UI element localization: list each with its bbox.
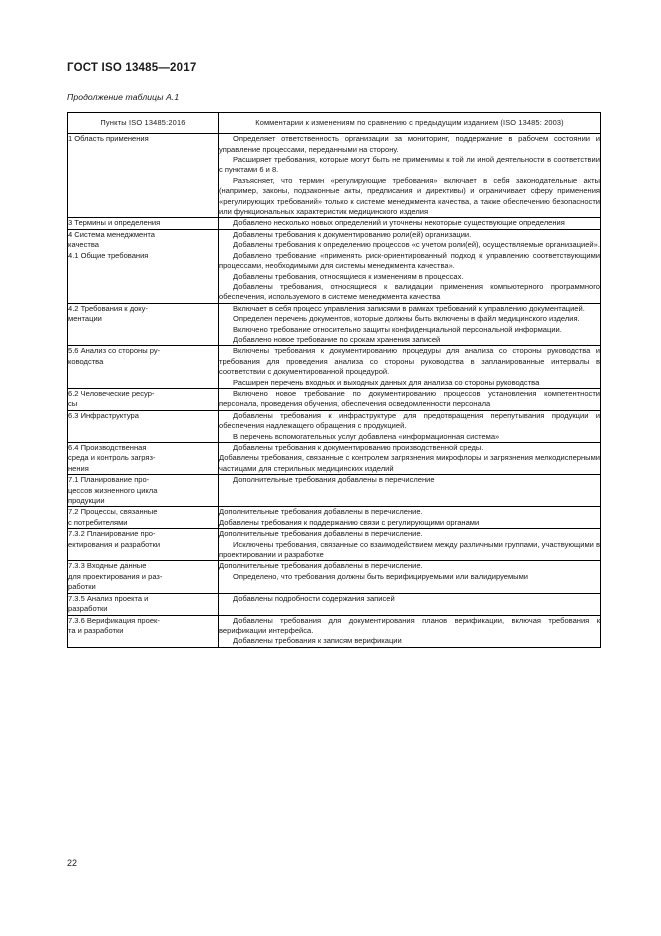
column-header-comments: Комментарии к изменениям по сравнению с предыдущим изданием (ISO 13485: 2003) — [219, 113, 601, 134]
clause-cell — [68, 346, 219, 389]
clause-line: цессов жизненного цикла — [68, 485, 158, 495]
comment-paragraph: Дополнительные требования добавлены в перечисление. — [219, 529, 423, 539]
page-number: 22 — [67, 858, 78, 868]
comment-cell — [219, 443, 601, 475]
comment-paragraph: В перечень вспомогательных услуг добавлена «информационная система» — [233, 431, 500, 441]
table-row — [68, 475, 601, 507]
clause-line: ектирования и разработки — [68, 539, 161, 549]
comment-paragraph: Добавлены требования к поддержанию связи с регулирующими органами — [219, 517, 480, 527]
table-row — [68, 507, 601, 529]
clause-line: нения — [68, 463, 89, 473]
clause-line: продукции — [68, 496, 105, 506]
comment-paragraph: Добавлено новое требование по срокам хранения записей — [233, 334, 441, 344]
comment-cell — [219, 475, 601, 507]
table-row — [68, 388, 601, 410]
clause-cell — [68, 593, 219, 615]
clause-line: 6.4 Производственная — [68, 443, 147, 452]
clause-line: 1 Область применения — [68, 134, 149, 144]
clause-line: работки — [68, 582, 96, 592]
comment-paragraph: Определяет ответственность организации за мониторинг, поддержание в рабочем состоянии и управление процессами, переданными на сторону. — [219, 134, 600, 154]
comment-cell — [219, 134, 601, 218]
comment-cell — [219, 346, 601, 389]
comment-paragraph: Добавлены требования, связанные с контролем загрязнения микрофлоры и загрязнения мелкодисперными частицами для стерильных медицинских изделий — [219, 453, 600, 473]
clause-line: 7.3.3 Входные данные — [68, 561, 147, 571]
clause-line: сы — [68, 399, 78, 409]
comment-paragraph: Включены требования к документированию процедуры для анализа со стороны руководства и требования для проведения анализа со стороны руководства в запланированные интервалы в соответствии с документированной процедурой. — [219, 346, 600, 377]
comment-paragraph: Добавлены требования к документированию производственной среды. — [233, 443, 484, 452]
comment-cell — [219, 410, 601, 442]
clause-line: 4.1 Общие требования — [68, 250, 149, 260]
clause-cell — [68, 615, 219, 647]
table-row — [68, 561, 601, 593]
clause-line: 4 Система менеджмента — [68, 229, 155, 239]
comment-paragraph: Добавлены требования к записям верификации — [233, 636, 402, 646]
comment-paragraph: Добавлены требования, относящиеся к валидации применения компьютерного программного обеспечения, используемого в системе менеджмента качества — [219, 281, 600, 302]
table-caption: Продолжение таблицы А.1 — [67, 92, 180, 102]
table-row — [68, 593, 601, 615]
clause-line: 5.6 Анализ со стороны ру- — [68, 346, 161, 356]
comment-cell — [219, 615, 601, 647]
comment-paragraph: Исключены требования, связанные со взаимодействием между различными группами, участвующими в проектировании и разработке — [219, 539, 600, 560]
clause-line: 3 Термины и определения — [68, 218, 161, 228]
clause-cell — [68, 303, 219, 346]
clause-line: с потребителями — [68, 517, 128, 527]
running-head: ГОСТ ISO 13485—2017 — [67, 62, 197, 74]
clause-line: для проектирования и раз- — [68, 571, 163, 581]
table-row — [68, 443, 601, 475]
clause-line: 7.2 Процессы, связанные — [68, 507, 158, 517]
comment-cell — [219, 561, 601, 593]
table-row — [68, 303, 601, 346]
column-header-clauses: Пункты ISO 13485:2016 — [68, 113, 219, 134]
comment-paragraph: Добавлены требования, относящиеся к изменениям в процессах. — [233, 271, 464, 281]
clause-line: среда и контроль загряз- — [68, 453, 156, 463]
comment-paragraph: Разъясняет, что термин «регулирующие требования» включает в себя законодательные акты (например, законы, подзаконные акты, предписания и директивы) и ограничивает сферу применения «регулирующих требований» только к системе менеджмента качества, а также обеспечению безопасности или функциональных характеристик медицинского изделия — [219, 175, 600, 217]
clause-cell — [68, 443, 219, 475]
comment-paragraph: Дополнительные требования добавлены в перечисление — [233, 475, 435, 485]
comment-paragraph: Включено новое требование по документированию процессов установления компетентности персонала, проведения обучения, обеспечения осведомленности персонала — [219, 388, 600, 409]
comment-paragraph: Дополнительные требования добавлены в перечисление. — [219, 561, 423, 571]
comment-paragraph: Добавлены подробности содержания записей — [233, 593, 395, 603]
comment-cell — [219, 593, 601, 615]
table-header — [68, 113, 601, 134]
comment-paragraph: Добавлено несколько новых определений и уточнены некоторые существующие определения — [233, 218, 565, 228]
clause-cell — [68, 410, 219, 442]
comment-cell — [219, 229, 601, 303]
comment-paragraph: Включает в себя процесс управления записями в рамках требований к управлению документацией. — [233, 303, 585, 313]
clause-line: 7.3.5 Анализ проекта и — [68, 593, 149, 603]
clause-cell — [68, 529, 219, 561]
clause-cell — [68, 229, 219, 303]
clause-line: 7.3.6 Верификация проек- — [68, 615, 160, 625]
comment-cell — [219, 507, 601, 529]
clause-line: 6.2 Человеческие ресур- — [68, 388, 155, 398]
comment-paragraph: Добавлены требования к документированию роли(ей) организации. — [233, 229, 472, 239]
clause-line: 6.3 Инфраструктура — [68, 410, 139, 420]
clause-cell — [68, 388, 219, 410]
clause-line: ментации — [68, 314, 102, 324]
comment-paragraph: Добавлены требования к инфраструктуре для предотвращения перепутывания продукции и обеспечения надлежащего обращения с продукцией. — [219, 410, 600, 431]
clause-line: ководства — [68, 356, 104, 366]
comment-cell — [219, 303, 601, 346]
table-a1-container — [67, 112, 600, 648]
clause-cell — [68, 561, 219, 593]
clause-line: разработки — [68, 604, 108, 614]
comment-cell — [219, 218, 601, 229]
table-header-row — [68, 113, 601, 134]
table-a1 — [67, 112, 601, 648]
comment-paragraph: Добавлены требования для документирования планов верификации, включая требования к верификации интерфейса. — [219, 615, 600, 635]
comment-paragraph: Добавлены требования к определению процессов «с учетом роли(ей), осуществляемые организацией». — [233, 240, 600, 250]
table-row — [68, 410, 601, 442]
table-row — [68, 529, 601, 561]
comment-cell — [219, 388, 601, 410]
table-row — [68, 218, 601, 229]
comment-paragraph: Расширен перечень входных и выходных данных для анализа со стороны руководства — [233, 377, 540, 387]
clause-cell — [68, 475, 219, 507]
clause-cell — [68, 218, 219, 229]
comment-paragraph: Расширяет требования, которые могут быть не применимы к той ли иной деятельности в соответствии с пунктами 6 и 8. — [219, 155, 600, 175]
comment-paragraph: Определено, что требования должны быть верифицируемыми или валидируемыми — [233, 571, 528, 581]
comment-paragraph: Определен перечень документов, которые должны быть включены в файл медицинского изделия. — [233, 314, 580, 324]
comment-paragraph: Включено требование относительно защиты конфиденциальной персональной информации. — [233, 324, 562, 334]
clause-line: качества — [68, 240, 99, 250]
table-row — [68, 229, 601, 303]
clause-line: та и разработки — [68, 625, 124, 635]
clause-line: 7.1 Планирование про- — [68, 475, 150, 485]
table-row — [68, 615, 601, 647]
table-row — [68, 346, 601, 389]
clause-line: 7.3.2 Планирование про- — [68, 529, 156, 539]
clause-line: 4.2 Требования к доку- — [68, 303, 148, 313]
comment-paragraph: Добавлено требование «применять риск-ориентированный подход к управлению соответствующими процессами, необходимыми для системы менеджмента качества». — [219, 250, 600, 271]
comment-cell — [219, 529, 601, 561]
table-row — [68, 134, 601, 218]
table-body — [68, 134, 601, 648]
clause-cell — [68, 507, 219, 529]
clause-cell — [68, 134, 219, 218]
comment-paragraph: Дополнительные требования добавлены в перечисление. — [219, 507, 423, 517]
